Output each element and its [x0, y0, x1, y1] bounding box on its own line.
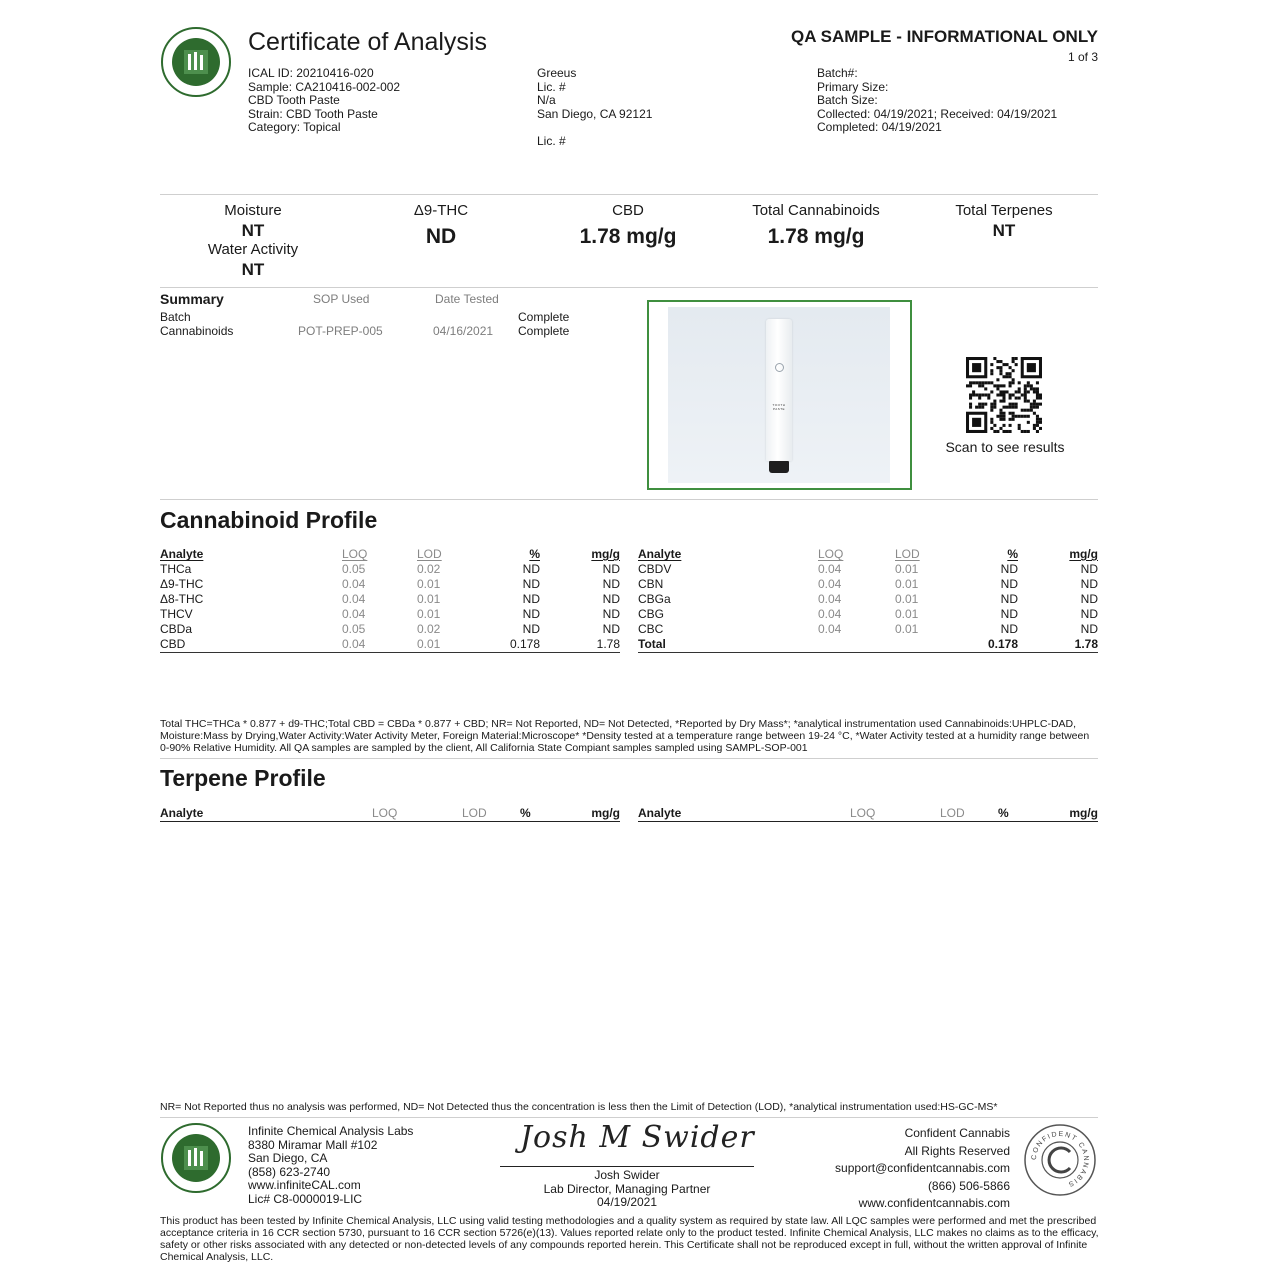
cell-analyte: Δ9-THC [160, 577, 204, 591]
cbd-block: CBD 1.78 mg/g [579, 202, 677, 248]
tube-cap [769, 461, 789, 473]
total-percent: 0.178 [933, 637, 1018, 653]
cell-analyte: CBG [638, 607, 665, 621]
terpene-profile-title: Terpene Profile [160, 765, 326, 791]
cell-loq: 0.04 [818, 562, 842, 576]
lab-website-link[interactable]: www.infiniteCAL.com [248, 1178, 361, 1192]
cell-percent: ND [522, 592, 540, 606]
table-row [160, 577, 620, 592]
cell-percent: ND [1000, 577, 1018, 591]
cell-loq: 0.05 [342, 562, 366, 576]
cannabinoid-table-right [638, 547, 1098, 653]
col-percent: % [1007, 547, 1018, 561]
table-row [638, 562, 1098, 577]
terpene-table-left [160, 806, 620, 822]
col-lod: LOD [417, 547, 442, 561]
infinite-chemical-logo-icon [160, 1122, 232, 1194]
cell-percent: ND [522, 622, 540, 636]
moisture-block: Moisture NT Water Activity NT [207, 202, 299, 279]
confident-website-link[interactable]: www.confidentcannabis.com [858, 1196, 1010, 1210]
total-cannabinoids-block: Total Cannabinoids 1.78 mg/g [752, 202, 880, 248]
table-header [160, 547, 620, 562]
cell-loq: 0.04 [818, 622, 842, 636]
sample-info: ICAL ID: 20210416-020 Sample: CA210416-002-002 CBD Tooth Paste Strain: CBD Tooth Paste Category: Topical [248, 66, 401, 134]
table-row [160, 622, 620, 637]
client-info: Greeus Lic. # N/a San Diego, CA 92121 Lic. # [537, 66, 653, 148]
cell-lod: 0.01 [377, 637, 455, 653]
col-analyte: Analyte [160, 547, 204, 561]
cell-mgg: ND [1080, 592, 1098, 606]
divider [160, 1117, 1098, 1118]
table-row [160, 562, 620, 577]
cell-analyte: CBDV [638, 562, 672, 576]
confident-cannabis-seal-icon [1022, 1122, 1098, 1198]
total-loq [778, 637, 855, 653]
cell-analyte: THCa [160, 562, 192, 576]
summary-row-cannabinoids-status: Complete [518, 324, 570, 338]
total-lod [855, 637, 933, 653]
sop-header: SOP Used [313, 292, 370, 306]
table-row [638, 622, 1098, 637]
col-percent-mgg: % mg/g [520, 806, 620, 820]
qa-sample-label: QA SAMPLE - INFORMATIONAL ONLY [791, 27, 1098, 46]
cannabinoid-profile-title: Cannabinoid Profile [160, 507, 378, 533]
summary-row-batch-status: Complete [518, 310, 570, 324]
table-row [160, 592, 620, 607]
col-percent-mgg: % mg/g [998, 806, 1098, 820]
tube-label: TOOTH PASTE [772, 403, 786, 411]
summary-row-sop: POT-PREP-005 [298, 324, 383, 338]
cell-percent: ND [1000, 622, 1018, 636]
summary-row-cannabinoids: Cannabinoids [160, 324, 234, 338]
tube-emblem-icon [775, 363, 784, 372]
col-loq: LOQ [342, 547, 368, 561]
table-row [160, 637, 620, 653]
cell-percent: ND [522, 577, 540, 591]
date-tested-header: Date Tested [435, 292, 499, 306]
cell-analyte: CBD [160, 637, 300, 653]
thc-block: Δ9-THC ND [413, 202, 469, 248]
cell-loq: 0.04 [342, 607, 366, 621]
nr-note: NR= Not Reported thus no analysis was performed, ND= Not Detected thus the concentration is less then the Limit of Detection (LOD), *analytical instrumentation used:HS-GC-MS* [160, 1101, 998, 1113]
cell-mgg: ND [1080, 577, 1098, 591]
cell-analyte: THCV [160, 607, 193, 621]
table-row-total [638, 637, 1098, 653]
cell-analyte: CBDa [160, 622, 193, 636]
certificate-title: Certificate of Analysis [248, 28, 487, 56]
cell-lod: 0.01 [895, 592, 919, 606]
cell-lod: 0.01 [417, 592, 441, 606]
cell-analyte: CBN [638, 577, 664, 591]
svg-text:CONFIDENT CANNABIS: CONFIDENT CANNABIS [1030, 1130, 1090, 1188]
col-loq: LOQ [818, 547, 844, 561]
cell-lod: 0.01 [895, 607, 919, 621]
cell-loq: 0.04 [818, 577, 842, 591]
table-header [638, 547, 1098, 562]
divider [160, 499, 1098, 500]
col-lod: LOD [895, 547, 920, 561]
toothpaste-tube [766, 319, 792, 461]
cell-lod: 0.01 [417, 607, 441, 621]
summary-title: Summary [160, 291, 224, 307]
summary-row-date: 04/16/2021 [433, 324, 494, 338]
product-photo-frame [647, 300, 912, 490]
cell-analyte: CBGa [638, 592, 671, 606]
divider [160, 194, 1098, 195]
batch-info: Batch#: Primary Size: Batch Size: Collected: 04/19/2021; Received: 04/19/2021 Completed: 04/19/2021 [817, 66, 1058, 134]
total-analyte: Total [638, 637, 778, 653]
cannabinoid-table-left [160, 547, 620, 653]
col-analyte: Analyte [160, 806, 372, 822]
total-mgg: 1.78 [1018, 637, 1098, 653]
table-row [638, 577, 1098, 592]
page-number: 1 of 3 [1067, 50, 1098, 64]
cell-loq: 0.04 [818, 592, 842, 606]
col-mgg: mg/g [591, 547, 620, 561]
col-analyte: Analyte [638, 547, 682, 561]
cell-loq: 0.05 [342, 622, 366, 636]
cell-mgg: ND [1080, 607, 1098, 621]
cell-mgg: ND [602, 562, 620, 576]
signer-info: Josh Swider Lab Director, Managing Partner 04/19/2021 [543, 1168, 711, 1209]
summary-row-batch: Batch [160, 310, 191, 324]
cell-percent: ND [1000, 592, 1018, 606]
cell-percent: ND [522, 562, 540, 576]
cell-mgg: ND [602, 607, 620, 621]
table-header [638, 806, 1098, 822]
cell-lod: 0.01 [895, 577, 919, 591]
disclaimer: This product has been tested by Infinite Chemical Analysis, LLC using valid testing methodologies and a quality system as required by state law. All LQC samples were performed and met the prescribed acceptance criteria in 16 CCR section 5730, pursuant to 16 CCR section 5726(e)(13). Values reported relate only to the product tested. Infinite Chemical Analysis, LLC makes no claims as to the efficacy, safety or other risks associated with any detected or non-detected levels of any compounds reported herein. This Certificate shall not be reproduced except in full, without the written approval of Infinite Chemical Analysis, LLC. [160, 1215, 1099, 1263]
cell-lod: 0.01 [895, 622, 919, 636]
support-email-link[interactable]: support@confidentcannabis.com [835, 1161, 1010, 1175]
cell-percent: ND [1000, 607, 1018, 621]
qr-code-icon[interactable] [966, 357, 1042, 433]
col-loq: LOQ [372, 806, 462, 822]
cell-loq: 0.04 [300, 637, 377, 653]
cell-analyte: Δ8-THC [160, 592, 204, 606]
signature: Josh M Swider [520, 1120, 755, 1155]
cell-analyte: CBC [638, 622, 664, 636]
table-row [160, 607, 620, 622]
total-terpenes-block: Total Terpenes NT [955, 202, 1053, 240]
cell-lod: 0.01 [417, 577, 441, 591]
cell-loq: 0.04 [818, 607, 842, 621]
signature-line [500, 1166, 754, 1167]
cell-mgg: ND [602, 577, 620, 591]
cell-percent: ND [1000, 562, 1018, 576]
col-lod: LOD [462, 806, 520, 822]
cell-loq: 0.04 [342, 577, 366, 591]
table-header [160, 806, 620, 822]
cell-loq: 0.04 [342, 592, 366, 606]
col-lod: LOD [940, 806, 998, 822]
cell-lod: 0.01 [895, 562, 919, 576]
cell-mgg: ND [1080, 562, 1098, 576]
infinite-chemical-logo-icon [160, 26, 232, 98]
col-analyte: Analyte [638, 806, 850, 822]
divider [160, 287, 1098, 288]
confident-cannabis-info: Confident Cannabis All Rights Reserved support@confidentcannabis.com (866) 506-5866 www.confidentcannabis.com [810, 1125, 1010, 1213]
product-photo [668, 307, 890, 483]
table-row [638, 592, 1098, 607]
col-loq: LOQ [850, 806, 940, 822]
terpene-table-right [638, 806, 1098, 822]
cell-mgg: 1.78 [540, 637, 620, 653]
col-mgg: mg/g [1069, 547, 1098, 561]
cell-lod: 0.02 [417, 622, 441, 636]
qr-caption: Scan to see results [945, 439, 1065, 455]
cell-percent: 0.178 [455, 637, 540, 653]
lab-info: Infinite Chemical Analysis Labs 8380 Miramar Mall #102 San Diego, CA (858) 623-2740 www.infiniteCAL.com Lic# C8-0000019-LIC [248, 1124, 414, 1206]
col-percent: % [529, 547, 540, 561]
divider [160, 758, 1098, 759]
table-row [638, 607, 1098, 622]
cell-mgg: ND [602, 622, 620, 636]
cannabinoid-footnote: Total THC=THCa * 0.877 + d9-THC;Total CBD = CBDa * 0.877 + CBD; NR= Not Reported, ND= Not Detected, *Reported by Dry Mass*; *analytical instrumentation used Cannabinoids:UHPLC-DAD, Moisture:Mass by Drying,Water Activity:Water Activity Meter, Foreign Material:Microscope* *Density tested at a temperature range between 19-24 °C, *Water Activity tested at a humidity range between 0-90% Relative Humidity. All QA samples are sampled by the client, All California State Compiant samples sampled using SAMPL-SOP-001 [160, 718, 1090, 754]
cell-mgg: ND [602, 592, 620, 606]
cell-mgg: ND [1080, 622, 1098, 636]
cell-lod: 0.02 [417, 562, 441, 576]
cell-percent: ND [522, 607, 540, 621]
